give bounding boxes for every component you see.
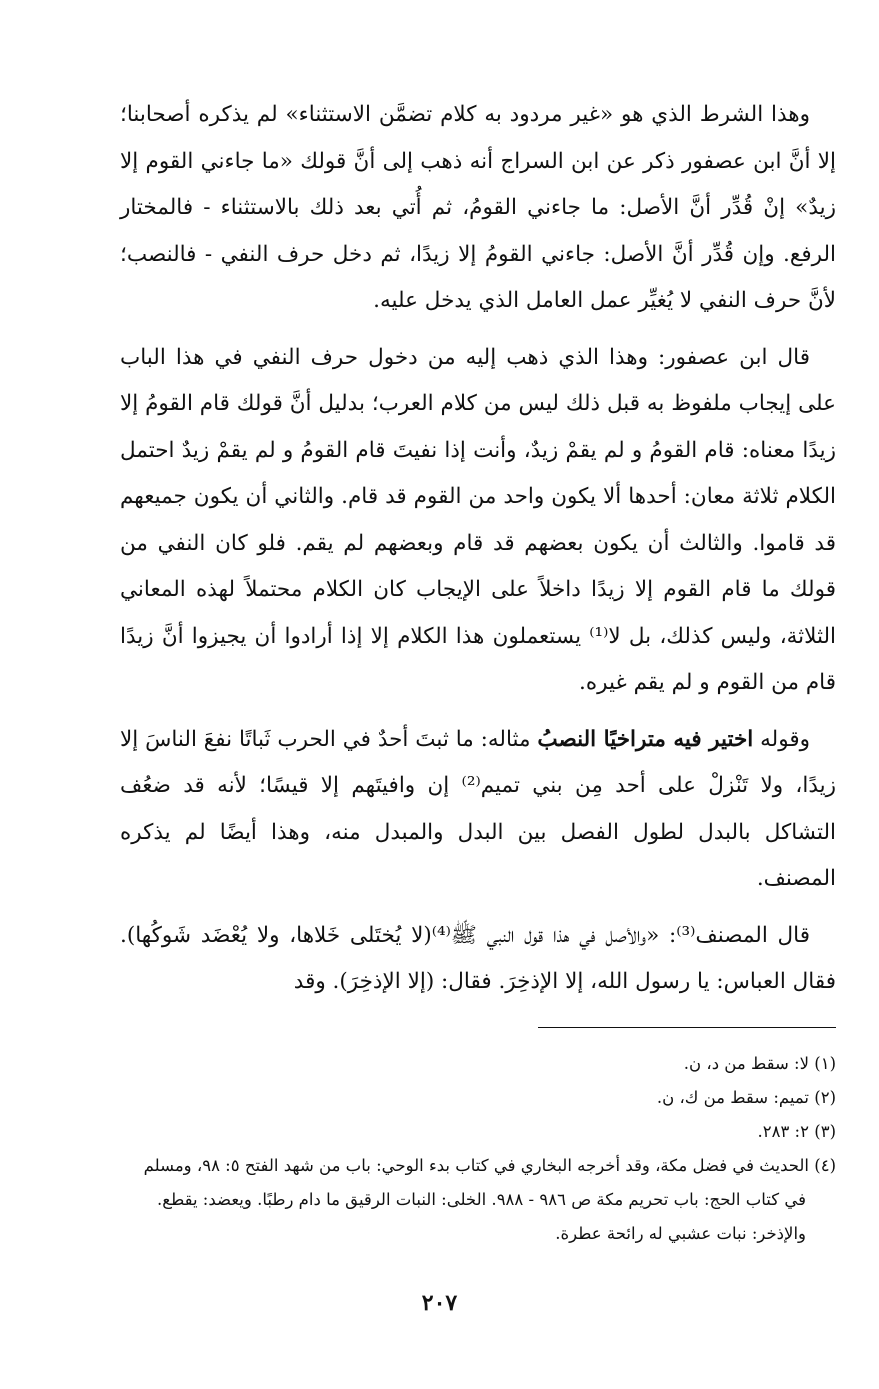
paragraph-2: قال ابن عصفور: وهذا الذي ذهب إليه من دخول حرف النفي في هذا الباب على إيجاب ملفوظ به قبل ذلك ليس من كلام العرب؛ بدليل أنَّ قولك قام القومُ إلا زيدًا معناه: قام القومُ و لم يقمْ زيدٌ، وأنت إذا نفيتَ قام القومُ و لم يقمْ زيدٌ احتمل الكلام ثلاثة معان: أحدها ألا يكون واحد من القوم قد قام. والثاني أن يكون جميعهم قد قاموا. والثالث أن يكون بعضهم قد قام وبعضهم لم يقم. فلو كان النفي من قولك ما قام القوم إلا زيدًا داخلاً على الإيجاب كان الكلام محتملاً لهذه المعاني الثلاثة، وليس كذلك، بل لا⁽¹⁾ يستعملون هذا الكلام إلا إذا أرادوا أن يجيزوا أنَّ زيدًا قام من القوم و لم يقم غيره. (120, 344, 836, 695)
footnote-2: (٢) تميم: سقط من ك، ن. (656, 1088, 836, 1107)
page-number: ٢٠٧ (421, 1290, 458, 1316)
paragraph-3 (120, 717, 836, 903)
paragraph-4: قال المصنف⁽³⁾: «والأصل في هذا قول النبي ﷺ⁽⁴⁾(لا يُختَلى خَلاها، ولا يُعْضَد شَوكُها). فقال العباس: يا رسول الله، إلا الإذخِرَ. فقال: (إلا الإذخِرَ). وقد (120, 922, 836, 994)
footnote-separator (538, 1027, 836, 1028)
footnote-4: (٤) الحديث في فضل مكة، وقد أخرجه البخاري في كتاب بدء الوحي: باب من شهد الفتح ٥: ٩٨، ومسلم في كتاب الحج: باب تحريم مكة ص ٩٨٦ - ٩٨٨. الخلى: النبات الرقيق ما دام رطبًا. ويعضد: يقطع. والإذخر: نبات عشبي له رائحة عطرة. (143, 1156, 836, 1243)
footnotes (120, 1047, 836, 1251)
paragraph-3-rest: مثاله: ما ثبتَ أحدٌ في الحرب ثَباتًا نفعَ الناسَ إلا زيدًا، ولا تَنْزلْ على أحد مِن بني تميم⁽²⁾ إن وافيتَهم إلا قيسًا؛ لأنه قد ضعُف التشاكل بالبدل لطول الفصل بين البدل والمبدل منه، وهذا أيضًا لم يذكره المصنف. (120, 726, 836, 891)
footnote-1: (١) لا: سقط من د، ن. (683, 1054, 836, 1073)
paragraph-1: وهذا الشرط الذي هو «غير مردود به كلام تضمَّن الاستثناء» لم يذكره أصحابنا؛ إلا أنَّ ابن عصفور ذكر عن ابن السراج أنه ذهب إلى أنَّ قولك «ما جاءني القوم إلا زيدٌ» إنْ قُدِّر أنَّ الأصل: ما جاءني القومُ، ثم أُتي بعد ذلك بالاستثناء - فالمختار الرفع. وإن قُدِّر أنَّ الأصل: جاءني القومُ إلا زيدًا، ثم دخل حرف النفي - فالنصب؛ لأنَّ حرف النفي لا يُغيِّر عمل العامل الذي يدخل عليه. (120, 102, 836, 313)
page-body (120, 92, 836, 1016)
paragraph-3-intro: وقوله (753, 726, 810, 752)
paragraph-3-bold-phrase: اختير فيه متراخيًا النصبُ (537, 726, 754, 752)
footnote-3: (٣) ٢: ٢٨٣. (757, 1122, 836, 1141)
